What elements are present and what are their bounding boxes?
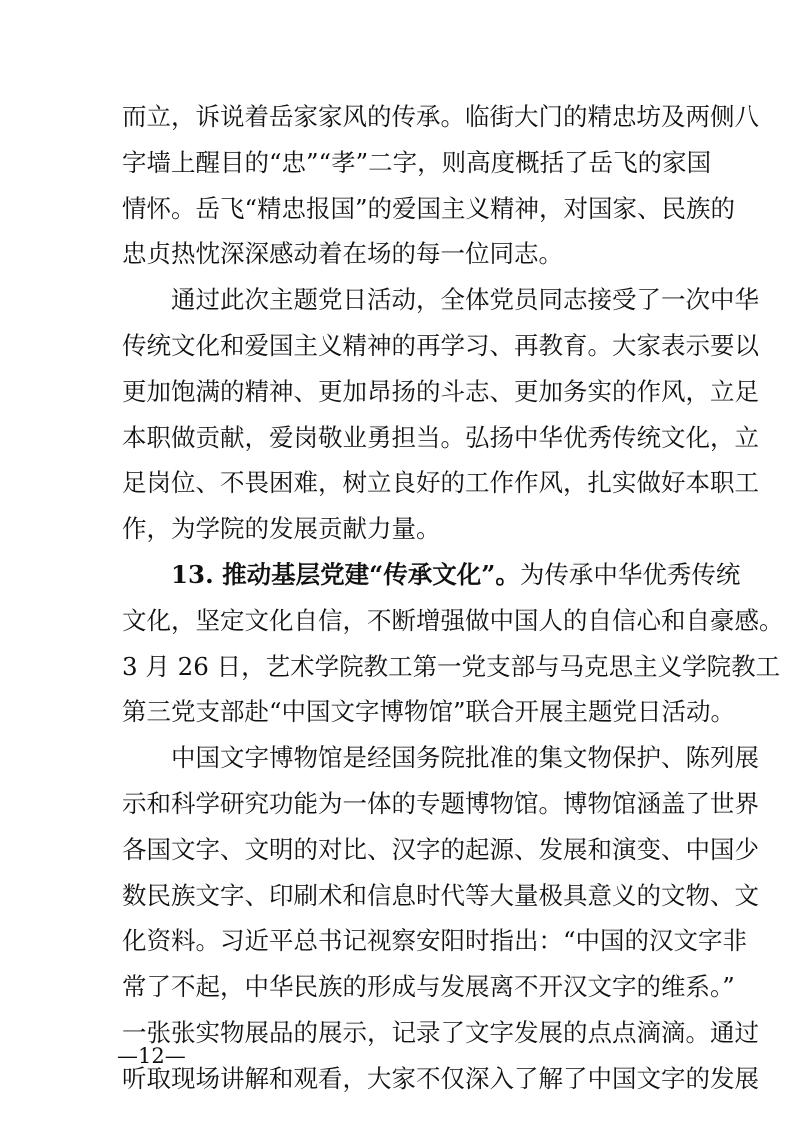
text-line: 常了不起，中华民族的形成与发展离不开汉文字的维系。” (122, 972, 735, 1002)
text-line: 传统文化和爱国主义精神的再学习、再教育。大家表示要以 (122, 330, 759, 360)
text-line: 足岗位、不畏困难，树立良好的工作作风，扎实做好本职工 (122, 468, 759, 498)
paragraph-continued (122, 94, 759, 277)
text-line: 化资料。习近平总书记视察安阳时指出：“中国的汉文字非 (122, 926, 748, 956)
text-line: 而立，诉说着岳家家风的传承。临街大门的精忠坊及两侧八 (122, 102, 759, 131)
section-13 (122, 552, 784, 735)
section-text: 为传承中华优秀传统 (519, 559, 741, 589)
text-line: 听取现场讲解和观看，大家不仅深入了解了中国文字的发展 (122, 1063, 759, 1093)
paragraph-museum (122, 735, 759, 1101)
text-line: 中国文字博物馆是经国务院批准的集文物保护、陈列展 (171, 743, 759, 773)
text-line: 各国文字、文明的对比、汉字的起源、发展和演变、中国少 (122, 834, 759, 864)
text-line: 第三党支部赴“中国文字博物馆”联合开展主题党日活动。 (122, 697, 736, 727)
page-number: —12— (117, 1044, 186, 1068)
text-line: 作，为学院的发展贡献力量。 (122, 514, 441, 544)
text-line: 忠贞热忱深深感动着在场的每一位同志。 (122, 239, 563, 269)
text-line: 情怀。岳飞“精忠报国”的爱国主义精神，对国家、民族的 (122, 193, 736, 223)
text-line: 字墙上醒目的“忠”“孝”二字，则高度概括了岳飞的家国 (122, 147, 712, 177)
text-line: 示和科学研究功能为一体的专题博物馆。博物馆涵盖了世界 (122, 788, 759, 818)
text-line: 数民族文字、印刷术和信息时代等大量极具意义的文物、文 (122, 880, 759, 910)
text-line: 3 月 26 日，艺术学院教工第一党支部与马克思主义学院教工 (122, 651, 781, 681)
text-line: 文化，坚定文化自信，不断增强做中国人的自信心和自豪感。 (122, 605, 784, 635)
section-heading-line (122, 552, 741, 598)
text-line: 更加饱满的精神、更加昂扬的斗志、更加务实的作风，立足 (122, 376, 759, 406)
document-body (122, 94, 784, 1102)
text-line: 本职做贡献，爱岗敬业勇担当。弘扬中华优秀传统文化，立 (122, 422, 759, 452)
paragraph-activity (122, 277, 759, 552)
text-line: 一张张实物展品的展示，记录了文字发展的点点滴滴。通过 (122, 1017, 759, 1047)
section-heading: 13. 推动基层党建“传承文化”。 (171, 559, 520, 589)
text-line: 通过此次主题党日活动，全体党员同志接受了一次中华 (171, 285, 759, 315)
